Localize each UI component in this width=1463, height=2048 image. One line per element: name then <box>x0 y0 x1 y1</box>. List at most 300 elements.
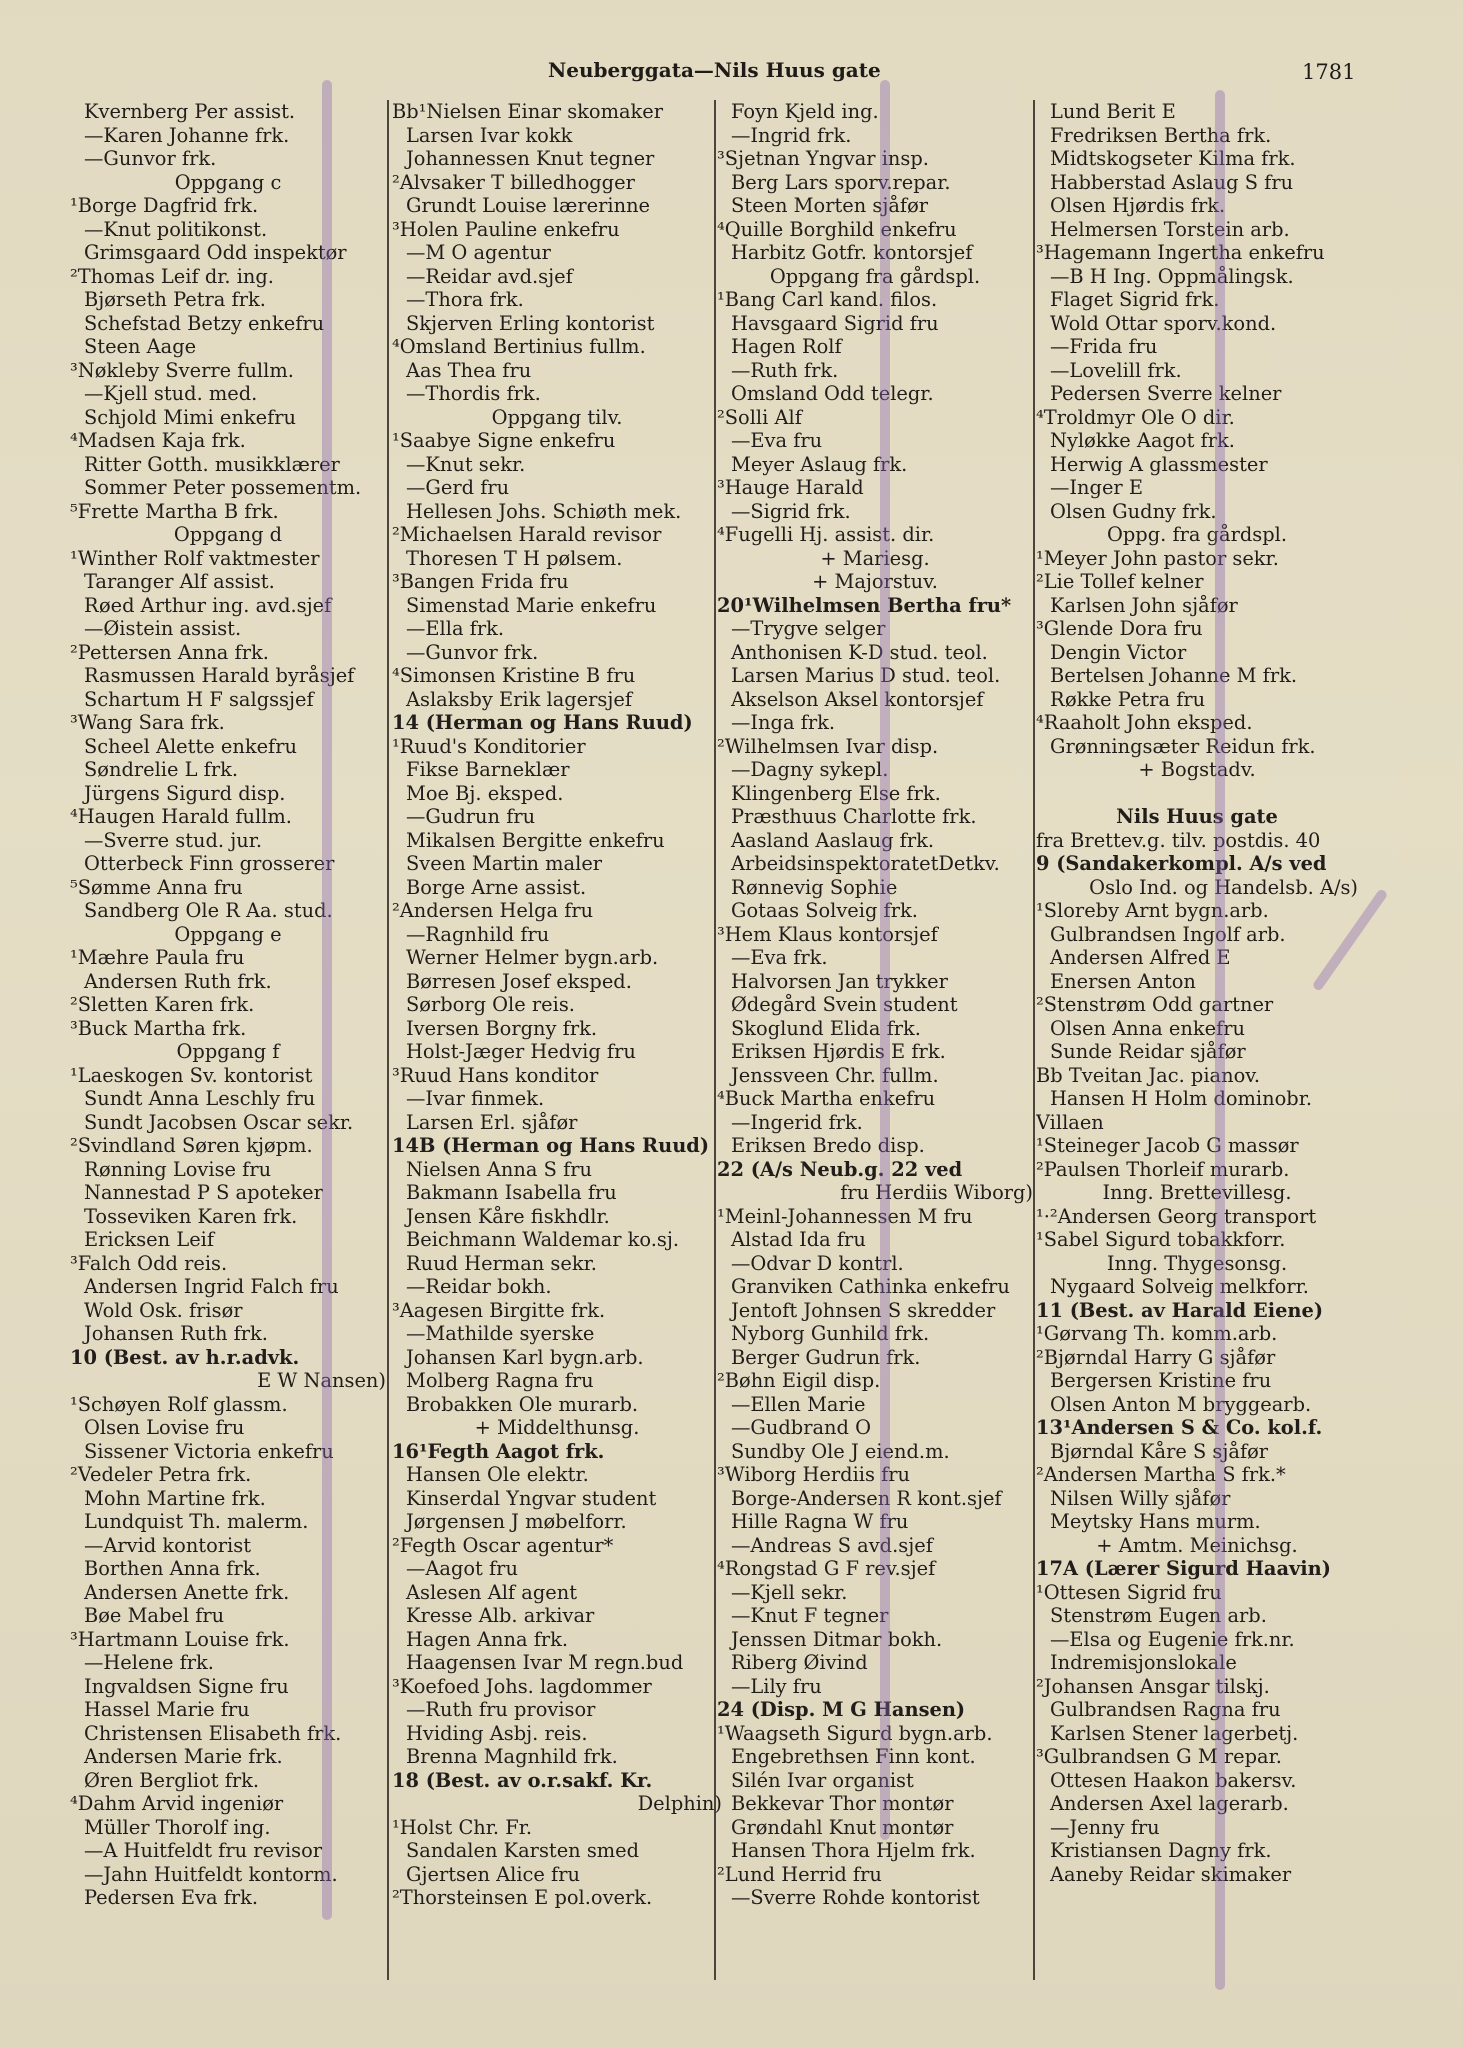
directory-entry: Wold Osk. frisør <box>84 1298 243 1322</box>
directory-entry: 17A (Lærer Sigurd Haavin) <box>1036 1557 1331 1580</box>
directory-entry: Andersen Axel lagerarb. <box>1050 1792 1289 1815</box>
directory-entry: ³Wang Sara frk. <box>70 711 225 734</box>
directory-entry: —Ivar finmek. <box>406 1087 545 1110</box>
directory-entry: Larsen Erl. sjåfør <box>406 1110 578 1134</box>
directory-entry: Ritter Gotth. musikklærer <box>84 452 340 476</box>
directory-entry: ²Stenstrøm Odd gartner <box>1036 993 1274 1016</box>
directory-entry: 11 (Best. av Harald Eiene) <box>1036 1298 1324 1322</box>
directory-entry: ¹Laeskogen Sv. kontorist <box>70 1063 313 1087</box>
directory-entry: ⁴Raaholt John eksped. <box>1036 711 1253 734</box>
directory-entry: —Gudrun fru <box>406 805 536 828</box>
directory-entry: Brobakken Ole murarb. <box>406 1392 639 1416</box>
directory-entry: Børresen Josef eksped. <box>406 969 632 993</box>
directory-entry: ¹Bang Carl kand. filos. <box>717 288 938 311</box>
directory-entry: ¹Winther Rolf vaktmester <box>70 546 320 570</box>
directory-entry: Jørgensen J møbelforr. <box>406 1510 627 1533</box>
directory-entry: ²Vedeler Petra frk. <box>70 1463 252 1486</box>
directory-entry: Sandalen Karsten smed <box>406 1839 640 1862</box>
directory-entry: Røkke Petra fru <box>1050 687 1206 711</box>
directory-entry: Holst-Jæger Hedvig fru <box>406 1040 636 1063</box>
directory-entry: Borge-Andersen R kont.sjef <box>731 1486 1002 1510</box>
directory-entry: Oppg. fra gårdspl. <box>1106 523 1288 546</box>
directory-entry: —Elsa og Eugenie frk.nr. <box>1050 1627 1295 1651</box>
directory-entry: ²Andersen Martha S frk.* <box>1036 1463 1286 1486</box>
directory-entry: Grimsgaard Odd inspektør <box>84 241 347 264</box>
directory-entry: —Ingrid frk. <box>731 123 852 147</box>
directory-entry: —Trygve selger <box>731 617 886 640</box>
directory-entry: ²Wilhelmsen Ivar disp. <box>717 734 939 758</box>
directory-entry: Halvorsen Jan trykker <box>731 969 948 993</box>
directory-entry: Kresse Alb. arkivar <box>406 1604 595 1627</box>
directory-entry: Habberstad Aslaug S fru <box>1050 170 1294 194</box>
directory-entry: Helmersen Torstein arb. <box>1050 217 1290 241</box>
directory-entry: Grønningsæter Reidun frk. <box>1050 734 1316 758</box>
directory-entry: —Eva frk. <box>731 946 828 969</box>
directory-entry: Jensen Kåre fiskhdlr. <box>406 1204 610 1228</box>
directory-entry: ²Bjørndal Harry G sjåfør <box>1036 1345 1276 1369</box>
directory-entry: Bertelsen Johanne M frk. <box>1050 664 1298 687</box>
directory-entry: —B H Ing. Oppmålingsk. <box>1050 264 1294 288</box>
directory-entry: Kinserdal Yngvar student <box>406 1486 657 1510</box>
directory-entry: Otterbeck Finn grosserer <box>84 852 335 875</box>
directory-entry: ¹Mæhre Paula fru <box>70 946 245 969</box>
directory-entry: Eriksen Bredo disp. <box>731 1134 925 1157</box>
directory-entry: —Sverre Rohde kontorist <box>731 1886 980 1909</box>
directory-entry: Skjerven Erling kontorist <box>406 311 655 335</box>
directory-entry: ³Koefoed Johs. lagdommer <box>392 1674 652 1698</box>
directory-entry: ⁵Sømme Anna fru <box>70 875 243 899</box>
directory-entry: —Knut sekr. <box>406 452 526 476</box>
directory-entry: ³Aagesen Birgitte frk. <box>392 1298 606 1322</box>
directory-entry: 18 (Best. av o.r.sakf. Kr. <box>392 1768 653 1792</box>
directory-entry: Müller Thorolf ing. <box>84 1815 271 1839</box>
directory-entry: ⁴Madsen Kaja frk. <box>70 429 246 452</box>
directory-entry: Sundby Ole J eiend.m. <box>731 1439 950 1463</box>
directory-entry: Havsgaard Sigrid fru <box>731 311 939 335</box>
directory-entry: Delphin) <box>637 1792 722 1815</box>
directory-entry: 14B (Herman og Hans Ruud) <box>392 1134 710 1157</box>
directory-entry: Kristiansen Dagny frk. <box>1050 1839 1272 1862</box>
directory-entry: Hellesen Johs. Schiøth mek. <box>406 499 682 523</box>
directory-entry: Oppgang tilv. <box>491 405 623 429</box>
directory-entry: ²Fegth Oscar agentur* <box>392 1533 614 1557</box>
directory-entry: Sundt Jacobsen Oscar sekr. <box>84 1110 354 1134</box>
directory-entry: —Gerd fru <box>406 476 510 499</box>
directory-entry: —Jahn Huitfeldt kontorm. <box>84 1862 338 1886</box>
directory-entry: Gulbrandsen Ragna fru <box>1050 1698 1281 1721</box>
directory-entry: ³Wiborg Herdiis fru <box>717 1463 911 1486</box>
directory-entry: E W Nansen) <box>257 1369 386 1392</box>
directory-entry: —Andreas S avd.sjef <box>731 1533 933 1557</box>
directory-entry: ³Hauge Harald <box>717 476 864 499</box>
directory-entry: Moe Bj. eksped. <box>406 781 564 805</box>
directory-entry: ¹Borge Dagfrid frk. <box>70 194 259 217</box>
directory-entry: 9 (Sandakerkompl. A/s ved <box>1036 852 1327 875</box>
directory-entry: —Gunvor frk. <box>406 640 539 664</box>
directory-entry: —Ruth fru provisor <box>406 1698 596 1721</box>
directory-entry: —A Huitfeldt fru revisor <box>84 1839 323 1862</box>
directory-entry: Werner Helmer bygn.arb. <box>406 946 659 969</box>
directory-entry: Indremisjonslokale <box>1050 1651 1237 1674</box>
directory-entry: 10 (Best. av h.r.advk. <box>70 1345 300 1369</box>
directory-entry: —Reidar avd.sjef <box>406 264 573 288</box>
directory-entry: Bergersen Kristine fru <box>1050 1369 1272 1392</box>
directory-entry: Sissener Victoria enkefru <box>84 1439 334 1463</box>
directory-entry: Nilsen Willy sjåfør <box>1050 1486 1231 1510</box>
directory-entry: ¹Meyer John pastor sekr. <box>1036 546 1279 570</box>
directory-entry: Berg Lars sporv.repar. <box>731 170 951 194</box>
directory-entry: Hille Ragna W fru <box>731 1510 909 1533</box>
directory-entry: Karlsen Stener lagerbetj. <box>1050 1721 1299 1745</box>
directory-entry: Hagen Anna frk. <box>406 1627 569 1651</box>
directory-entry: Midtskogseter Kilma frk. <box>1050 147 1296 170</box>
directory-entry: ⁴Quille Borghild enkefru <box>717 217 957 241</box>
directory-entry: Oslo Ind. og Handelsb. A/s) <box>1089 875 1358 899</box>
directory-entry: Bakmann Isabella fru <box>406 1181 617 1204</box>
directory-entry: Olsen Gudny frk. <box>1050 499 1217 523</box>
directory-entry: Inng. Brettevillesg. <box>1102 1181 1292 1204</box>
directory-entry: Omsland Odd telegr. <box>731 382 934 405</box>
directory-entry: Rønnevig Sophie <box>731 875 898 899</box>
directory-entry: ¹Steineger Jacob G massør <box>1036 1134 1299 1157</box>
directory-entry: Bjørndal Kåre S sjåfør <box>1050 1439 1269 1463</box>
directory-entry: —Dagny sykepl. <box>731 758 889 781</box>
directory-entry: —Ingerid frk. <box>731 1110 863 1134</box>
directory-entry: Steen Aage <box>84 335 197 358</box>
directory-entry: Foyn Kjeld ing. <box>731 100 879 123</box>
directory-entry: Johansen Karl bygn.arb. <box>406 1345 644 1369</box>
directory-entry: —Sverre stud. jur. <box>84 828 263 852</box>
directory-entry: —Inger E <box>1050 476 1144 499</box>
directory-entry: 24 (Disp. M G Hansen) <box>717 1698 966 1721</box>
directory-entry: Andersen Alfred E <box>1050 946 1231 969</box>
directory-entry: ²Svindland Søren kjøpm. <box>70 1134 313 1157</box>
directory-entry: Oppgang d <box>173 523 283 546</box>
directory-entry: —Ragnhild fru <box>406 922 550 946</box>
directory-entry: Aslaksby Erik lagersjef <box>406 687 633 711</box>
directory-entry: —Ellen Marie <box>731 1392 866 1416</box>
directory-entry: 14 (Herman og Hans Ruud) <box>392 711 693 734</box>
directory-entry: —Aagot fru <box>406 1557 518 1580</box>
directory-entry: Anthonisen K-D stud. teol. <box>731 640 988 664</box>
directory-entry: Larsen Marius D stud. teol. <box>731 664 1001 687</box>
directory-entry: ³Hem Klaus kontorsjef <box>717 922 938 946</box>
directory-entry: Gjertsen Alice fru <box>406 1862 580 1886</box>
directory-entry: Nygaard Solveig melkforr. <box>1050 1275 1309 1298</box>
directory-entry: 16¹Fegth Aagot frk. <box>392 1439 605 1463</box>
column-rule <box>387 100 389 1980</box>
directory-entry: Dengin Victor <box>1050 640 1187 664</box>
directory-entry: —Odvar D kontrl. <box>731 1251 904 1275</box>
directory-entry: Granviken Cathinka enkefru <box>731 1275 1010 1298</box>
directory-entry: + Majorstuv. <box>812 570 938 593</box>
directory-entry: ³Sjetnan Yngvar insp. <box>717 147 929 170</box>
directory-entry: Johannessen Knut tegner <box>406 147 655 170</box>
directory-entry: ¹Meinl-Johannessen M fru <box>717 1204 973 1228</box>
directory-entry: Olsen Anton M bryggearb. <box>1050 1392 1312 1416</box>
directory-entry: Søndrelie L frk. <box>84 758 239 781</box>
directory-entry: Øren Bergliot frk. <box>84 1768 260 1792</box>
directory-entry: ³Hagemann Ingertha enkefru <box>1036 241 1325 264</box>
directory-entry: —Kjell stud. med. <box>84 382 258 405</box>
directory-entry: Pedersen Eva frk. <box>84 1886 259 1909</box>
directory-entry: ¹Schøyen Rolf glassm. <box>70 1392 288 1416</box>
directory-entry: Schefstad Betzy enkefru <box>84 311 325 335</box>
directory-entry: Ericksen Leif <box>84 1228 215 1251</box>
directory-entry: ²Lie Tollef kelner <box>1036 570 1204 593</box>
directory-entry: Ingvaldsen Signe fru <box>84 1674 289 1698</box>
directory-entry: Jürgens Sigurd disp. <box>84 781 286 805</box>
directory-entry: Hviding Asbj. reis. <box>406 1721 588 1745</box>
directory-entry: Gotaas Solveig frk. <box>731 899 918 922</box>
directory-entry: Grundt Louise lærerinne <box>406 194 651 217</box>
directory-entry: Scheel Alette enkefru <box>84 734 297 758</box>
page-header <box>0 58 1463 88</box>
directory-entry: Akselson Aksel kontorsjef <box>731 687 984 711</box>
directory-entry: —Lovelill frk. <box>1050 358 1182 382</box>
directory-entry: Sunde Reidar sjåfør <box>1050 1040 1246 1063</box>
directory-column-3 <box>717 100 1033 1995</box>
directory-entry: Sandberg Ole R Aa. stud. <box>84 899 333 922</box>
directory-entry: ArbeidsinspektoratetDetkv. <box>731 852 1000 875</box>
directory-entry: Jenssen Ditmar bokh. <box>731 1627 943 1651</box>
directory-entry: fru Herdiis Wiborg) <box>840 1181 1033 1204</box>
directory-entry: Andersen Ruth frk. <box>84 969 272 993</box>
directory-entry: —Ruth frk. <box>731 358 839 382</box>
directory-entry: ⁴Buck Martha enkefru <box>717 1087 936 1110</box>
directory-entry: Oppgang c <box>174 170 282 194</box>
directory-entry: ¹Sabel Sigurd tobakkforr. <box>1036 1228 1286 1251</box>
directory-entry: Ødegård Svein student <box>731 993 958 1016</box>
directory-entry: Wold Ottar sporv.kond. <box>1050 311 1277 335</box>
directory-entry: Bb¹Nielsen Einar skomaker <box>392 100 664 123</box>
directory-entry: Beichmann Waldemar ko.sj. <box>406 1228 680 1251</box>
page-title: Neuberggata—Nils Huus gate <box>548 58 881 82</box>
directory-entry: Molberg Ragna fru <box>406 1369 594 1392</box>
directory-column-2 <box>392 100 722 1995</box>
directory-entry: —Ella frk. <box>406 617 505 640</box>
directory-entry: Jenssveen Chr. fullm. <box>731 1063 939 1087</box>
directory-entry: ¹Ruud's Konditorier <box>392 734 586 758</box>
directory-entry: Inng. Thygesonsg. <box>1106 1251 1288 1275</box>
directory-entry: Aas Thea fru <box>406 358 532 382</box>
directory-entry: ²Paulsen Thorleif murarb. <box>1036 1157 1290 1181</box>
directory-entry: Taranger Alf assist. <box>84 570 275 593</box>
directory-entry: Berger Gudrun frk. <box>731 1345 921 1369</box>
directory-column-1 <box>70 100 386 1995</box>
directory-entry <box>1036 782 1358 806</box>
directory-entry: Nielsen Anna S fru <box>406 1157 593 1181</box>
directory-entry: fra Brettev.g. tilv. postdis. 40 <box>1036 828 1321 852</box>
directory-entry: ²Johansen Ansgar tilskj. <box>1036 1674 1270 1698</box>
directory-entry: Aaneby Reidar skimaker <box>1050 1862 1292 1886</box>
directory-entry: —Kjell sekr. <box>731 1580 848 1604</box>
directory-entry: —Knut politikonst. <box>84 217 268 241</box>
directory-entry: 22 (A/s Neub.g. 22 ved <box>717 1157 963 1181</box>
directory-entry: + Amtm. Meinichsg. <box>1096 1533 1298 1557</box>
directory-entry: ³Falch Odd reis. <box>70 1251 228 1275</box>
directory-entry: Schjold Mimi enkefru <box>84 405 297 429</box>
directory-entry: Andersen Anette frk. <box>84 1580 290 1604</box>
directory-entry: Oppgang f <box>176 1040 280 1063</box>
directory-entry: Hansen Ole elektr. <box>406 1463 589 1486</box>
directory-entry: ³Bangen Frida fru <box>392 570 569 593</box>
directory-entry: ³Hartmann Louise frk. <box>70 1627 290 1651</box>
directory-entry: Rasmussen Harald byråsjef <box>84 664 355 687</box>
directory-entry: —Reidar bokh. <box>406 1275 552 1298</box>
directory-entry: Sommer Peter possementm. <box>84 476 362 499</box>
directory-entry: Schartum H F salgssjef <box>84 687 314 711</box>
directory-entry: —Gudbrand O <box>731 1416 871 1439</box>
directory-entry: ¹Ottesen Sigrid fru <box>1036 1580 1222 1604</box>
directory-entry: Olsen Anna enkefru <box>1050 1016 1246 1040</box>
directory-entry: —Øistein assist. <box>84 617 242 640</box>
column-rule <box>1033 100 1035 1980</box>
directory-entry: ³Glende Dora fru <box>1036 617 1203 640</box>
directory-entry: Steen Morten sjåfør <box>731 194 929 217</box>
directory-entry: —Helene frk. <box>84 1651 214 1674</box>
directory-entry: Mohn Martine frk. <box>84 1486 266 1510</box>
directory-entry: ²Michaelsen Harald revisor <box>392 523 662 546</box>
directory-entry: Præsthuus Charlotte frk. <box>731 805 977 828</box>
directory-entry: ⁵Frette Martha B frk. <box>70 499 279 523</box>
directory-entry: ³Ruud Hans konditor <box>392 1063 599 1087</box>
directory-entry: Alstad Ida fru <box>731 1228 866 1251</box>
directory-entry: ¹Holst Chr. Fr. <box>392 1815 533 1839</box>
directory-entry: Oppgang fra gårdspl. <box>769 264 981 288</box>
directory-entry: ²Alvsaker T billedhogger <box>392 170 635 194</box>
directory-entry: ²Lund Herrid fru <box>717 1862 882 1886</box>
directory-entry: Harbitz Gotfr. kontorsjef <box>731 241 973 264</box>
directory-entry: ³Gulbrandsen G M repar. <box>1036 1745 1282 1768</box>
directory-entry: 20¹Wilhelmsen Bertha fru* <box>717 593 1012 617</box>
directory-entry: Silén Ivar organist <box>731 1768 914 1792</box>
directory-entry: —Knut F tegner <box>731 1604 889 1627</box>
directory-entry: Sørborg Ole reis. <box>406 993 575 1016</box>
directory-entry: —Mathilde syerske <box>406 1322 595 1345</box>
directory-entry: Nyborg Gunhild frk. <box>731 1322 930 1345</box>
directory-entry: Fikse Barneklær <box>406 758 570 781</box>
directory-entry: Iversen Borgny frk. <box>406 1016 598 1040</box>
directory-entry: —Sigrid frk. <box>731 499 851 523</box>
page-number: 1781 <box>1302 60 1356 84</box>
directory-entry: Aasland Aaslaug frk. <box>731 828 935 852</box>
directory-entry: —Thordis frk. <box>406 382 541 405</box>
directory-entry: + Mariesg. <box>820 546 930 570</box>
directory-entry: Eriksen Hjørdis E frk. <box>731 1040 946 1063</box>
directory-entry: Hansen Thora Hjelm frk. <box>731 1839 976 1862</box>
directory-entry: Hassel Marie fru <box>84 1698 250 1721</box>
directory-entry: + Middelthunsg. <box>474 1416 640 1439</box>
directory-entry: ⁴Rongstad G F rev.sjef <box>717 1557 936 1580</box>
directory-entry: —Lily fru <box>731 1674 822 1698</box>
directory-entry: Borthen Anna frk. <box>84 1557 261 1580</box>
directory-entry: Nannestad P S apoteker <box>84 1181 323 1204</box>
directory-entry: Stenstrøm Eugen arb. <box>1050 1604 1267 1627</box>
directory-entry: ⁴Omsland Bertinius fullm. <box>392 335 646 358</box>
directory-entry: Herwig A glassmester <box>1050 452 1268 476</box>
directory-entry: ¹Sloreby Arnt bygn.arb. <box>1036 899 1269 922</box>
directory-entry: ³Holen Pauline enkefru <box>392 217 620 241</box>
directory-entry: Riberg Øivind <box>731 1651 868 1674</box>
directory-entry: —Jenny fru <box>1050 1815 1160 1839</box>
directory-entry: Oppgang e <box>174 922 282 946</box>
directory-entry: ⁴Troldmyr Ole O dir. <box>1036 405 1235 429</box>
directory-entry: ²Thomas Leif dr. ing. <box>70 264 274 288</box>
directory-entry: Christensen Elisabeth frk. <box>84 1721 342 1745</box>
directory-entry: + Bogstadv. <box>1138 758 1256 781</box>
directory-entry: ³Nøkleby Sverre fullm. <box>70 358 294 382</box>
directory-entry: Hansen H Holm dominobr. <box>1050 1087 1312 1110</box>
directory-entry: ¹Waagseth Sigurd bygn.arb. <box>717 1721 993 1745</box>
directory-entry: Lund Berit E <box>1050 100 1176 123</box>
directory-entry: Jentoft Johnsen S skredder <box>731 1298 996 1322</box>
directory-entry: Bjørseth Petra frk. <box>84 288 266 311</box>
directory-entry: ¹Saabye Signe enkefru <box>392 429 616 452</box>
directory-column-4 <box>1036 100 1358 1995</box>
directory-entry: Enersen Anton <box>1050 969 1196 993</box>
directory-entry: Nils Huus gate <box>1116 805 1278 828</box>
directory-entry: ¹Gørvang Th. komm.arb. <box>1036 1322 1278 1345</box>
directory-entry: Borge Arne assist. <box>406 875 587 899</box>
directory-entry: Mikalsen Bergitte enkefru <box>406 828 665 852</box>
directory-entry: Flaget Sigrid frk. <box>1050 288 1220 311</box>
directory-entry: ⁴Haugen Harald fullm. <box>70 805 292 828</box>
directory-entry: Aslesen Alf agent <box>406 1580 577 1604</box>
directory-entry: Thoresen T H pølsem. <box>406 546 623 570</box>
pen-mark <box>1215 90 1225 1990</box>
directory-entry: —Gunvor frk. <box>84 147 217 170</box>
directory-entry: ⁴Simonsen Kristine B fru <box>392 664 636 687</box>
directory-entry: ²Thorsteinsen E pol.overk. <box>392 1886 653 1909</box>
directory-entry: Skoglund Elida frk. <box>731 1016 921 1040</box>
directory-entry: —Eva fru <box>731 429 823 452</box>
directory-entry: Johansen Ruth frk. <box>84 1322 268 1345</box>
directory-entry: Meyer Aslaug frk. <box>731 452 908 476</box>
directory-entry: Olsen Hjørdis frk. <box>1050 194 1226 217</box>
pen-mark <box>322 80 332 1920</box>
directory-entry: 13¹Andersen S & Co. kol.f. <box>1036 1416 1323 1439</box>
directory-entry: Ottesen Haakon bakersv. <box>1050 1768 1297 1792</box>
directory-entry: Andersen Marie frk. <box>84 1745 283 1768</box>
directory-entry: Lundquist Th. malerm. <box>84 1510 309 1533</box>
directory-entry: Røed Arthur ing. avd.sjef <box>84 593 332 617</box>
directory-entry: —Arvid kontorist <box>84 1533 251 1557</box>
directory-entry: ³Buck Martha frk. <box>70 1016 247 1040</box>
directory-entry: Kvernberg Per assist. <box>84 100 296 123</box>
directory-entry: Grøndahl Knut montør <box>731 1815 954 1839</box>
directory-entry: —Thora frk. <box>406 288 524 311</box>
directory-entry: ¹·²Andersen Georg transport <box>1036 1204 1317 1228</box>
directory-entry: ²Solli Alf <box>717 405 802 429</box>
directory-entry: Andersen Ingrid Falch fru <box>84 1275 339 1298</box>
directory-entry: Rønning Lovise fru <box>84 1157 272 1181</box>
pen-mark <box>880 80 890 1840</box>
directory-entry: —Karen Johanne frk. <box>84 123 290 147</box>
directory-entry: Karlsen John sjåfør <box>1050 593 1238 617</box>
directory-entry: Ruud Herman sekr. <box>406 1251 597 1275</box>
directory-entry: Klingenberg Else frk. <box>731 781 941 805</box>
directory-entry: Pedersen Sverre kelner <box>1050 382 1282 405</box>
directory-entry: ²Sletten Karen frk. <box>70 993 255 1016</box>
directory-entry: Brenna Magnhild frk. <box>406 1745 618 1768</box>
directory-entry: ²Pettersen Anna frk. <box>70 640 269 664</box>
directory-entry: Bb Tveitan Jac. pianov. <box>1036 1063 1261 1087</box>
directory-entry: Haagensen Ivar M regn.bud <box>406 1651 684 1674</box>
directory-entry: Nyløkke Aagot frk. <box>1050 429 1235 452</box>
directory-entry: Engebrethsen Finn kont. <box>731 1745 976 1768</box>
directory-entry: Villaen <box>1036 1110 1104 1134</box>
